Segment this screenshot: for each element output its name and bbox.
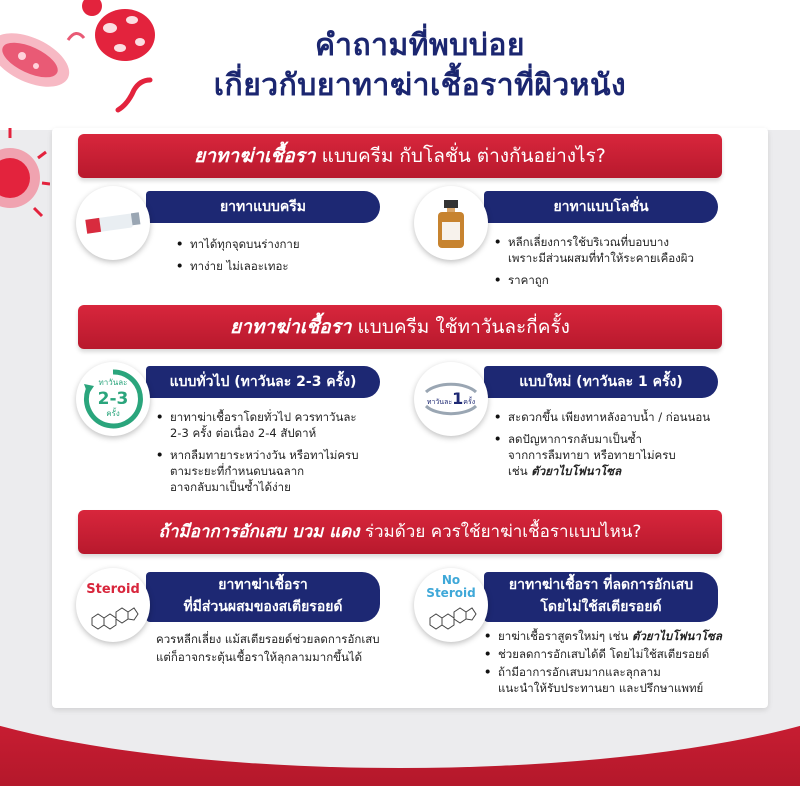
cream-list — [176, 236, 300, 280]
steroid-molecule-icon — [76, 568, 150, 642]
section-3-bar-emphasis: ถ้ามีอาการอักเสบ บวม แดง — [158, 522, 360, 542]
list-item — [156, 447, 359, 495]
steroid-text — [156, 630, 380, 666]
lotion-bottle-icon — [414, 186, 488, 260]
list-item — [484, 664, 722, 696]
once-daily-icon — [414, 362, 488, 436]
new-item-2-line-3-em: ตัวยาไบโฟนาโซล — [531, 464, 622, 478]
twice-daily-icon-mid: 2-3 — [97, 389, 129, 409]
new-list — [494, 409, 710, 485]
steroid-heading-line-1: ยาทาฆ่าเชื้อรา — [218, 577, 308, 593]
no-steroid-item-3-line-1: ถ้ามีอาการอักเสบมากและลุกลาม — [498, 665, 661, 679]
list-item: • ราคาถูก — [494, 272, 694, 288]
no-steroid-list — [484, 628, 722, 702]
once-daily-icon-label — [414, 391, 488, 410]
twice-daily-icon-bot: ครั้ง — [106, 409, 120, 418]
no-steroid-heading-line-1: ยาทาฆ่าเชื้อรา ที่ลดการอักเสบ — [508, 577, 694, 593]
list-item: • ทาได้ทุกจุดบนร่างกาย — [176, 236, 300, 252]
general-item-2-line-3: อาจกลับมาเป็นซ้ำได้ง่าย — [170, 480, 291, 494]
once-daily-icon-post: ครั้ง — [463, 398, 476, 406]
steroid-heading-line-2: ที่มีส่วนผสมของสเตียรอยด์ — [183, 599, 343, 615]
new-item-2-line-3-pre: เช่น — [508, 464, 532, 478]
once-daily-icon-num: 1 — [452, 389, 464, 408]
twice-daily-icon — [76, 362, 150, 436]
new-item-2-line-2: จากการลืมทายา หรือทายาไม่ครบ — [508, 448, 676, 462]
no-steroid-heading — [484, 572, 718, 622]
list-item — [156, 409, 359, 441]
title-line-1: คำถามที่พบบ่อย — [315, 28, 525, 63]
list-item — [494, 431, 710, 479]
steroid-text-line-1: ควรหลีกเลี่ยง แม้สเตียรอยด์ช่วยลดการอักเสบ — [156, 632, 380, 646]
general-item-2-line-2: ตามระยะที่กำหนดบนฉลาก — [170, 464, 305, 478]
general-item-2-line-1: หากลืมทายาระหว่างวัน หรือทาไม่ครบ — [170, 448, 359, 462]
general-heading: แบบทั่วไป (ทาวันละ 2-3 ครั้ง) — [146, 366, 380, 398]
twice-daily-icon-top: ทาวันละ — [98, 378, 128, 387]
lotion-list — [494, 234, 694, 294]
list-item — [494, 234, 694, 266]
section-2-bar — [78, 305, 722, 349]
general-item-1-line-1: ยาทาฆ่าเชื้อราโดยทั่วไป ควรทาวันละ — [170, 410, 357, 424]
section-3-bar — [78, 510, 722, 554]
no-steroid-molecule-icon — [414, 568, 488, 642]
no-steroid-item-1-pre: ยาฆ่าเชื้อราสูตรใหม่ๆ เช่น — [498, 629, 632, 643]
cream-tube-icon — [76, 186, 150, 260]
no-steroid-item-1-em: ตัวยาไบโฟนาโซล — [632, 629, 722, 643]
title-line-2: เกี่ยวกับยาทาฆ่าเชื้อราที่ผิวหนัง — [213, 68, 627, 103]
no-steroid-item-3-line-2: แนะนำให้รับประทานยา และปรึกษาแพทย์ — [498, 681, 704, 695]
germ-decoration-icon — [0, 0, 160, 120]
no-steroid-heading-line-2: โดยไม่ใช้สเตียรอยด์ — [540, 599, 662, 615]
list-item: • สะดวกขึ้น เพียงทาหลังอาบน้ำ / ก่อนนอน — [494, 409, 710, 425]
no-steroid-icon-label-1: No — [441, 573, 461, 587]
lotion-item-1-line-1: หลีกเลี่ยงการใช้บริเวณที่บอบบาง — [508, 235, 669, 249]
list-item — [484, 628, 722, 644]
steroid-heading — [146, 572, 380, 622]
cream-heading: ยาทาแบบครีม — [146, 191, 380, 223]
section-2-bar-text: แบบครีม ใช้ทาวันละกี่ครั้ง — [351, 316, 570, 338]
section-1-bar-emphasis: ยาทาฆ่าเชื้อรา — [194, 145, 316, 167]
section-1-bar — [78, 134, 722, 178]
general-list — [156, 409, 359, 501]
list-item: • ช่วยลดการอักเสบได้ดี โดยไม่ใช้สเตียรอยด์ — [484, 646, 722, 662]
section-3-bar-text: ร่วมด้วย ควรใช้ยาฆ่าเชื้อราแบบไหน? — [359, 522, 642, 542]
new-item-2-line-1: ลดปัญหาการกลับมาเป็นซ้ำ — [508, 432, 642, 446]
once-daily-icon-pre: ทาวันละ — [426, 398, 453, 406]
section-2-bar-emphasis: ยาทาฆ่าเชื้อรา — [230, 316, 352, 338]
steroid-text-line-2: แต่ก็อาจกระตุ้นเชื้อราให้ลุกลามมากขึ้นได้ — [156, 650, 363, 664]
lotion-heading: ยาทาแบบโลชั่น — [484, 191, 718, 223]
no-steroid-icon-label-2: Steroid — [426, 586, 476, 600]
new-heading: แบบใหม่ (ทาวันละ 1 ครั้ง) — [484, 366, 718, 398]
lotion-item-1-line-2: เพราะมีส่วนผสมที่ทำให้ระคายเคืองผิว — [508, 251, 694, 265]
germ-side-icon — [0, 128, 50, 228]
section-1-bar-text: แบบครีม กับโลชั่น ต่างกันอย่างไร? — [315, 145, 606, 167]
list-item: • ทาง่าย ไม่เลอะเทอะ — [176, 258, 300, 274]
steroid-icon-label: Steroid — [86, 582, 140, 597]
general-item-1-line-2: 2-3 ครั้ง ต่อเนื่อง 2-4 สัปดาห์ — [170, 426, 317, 440]
page-title — [140, 26, 700, 106]
